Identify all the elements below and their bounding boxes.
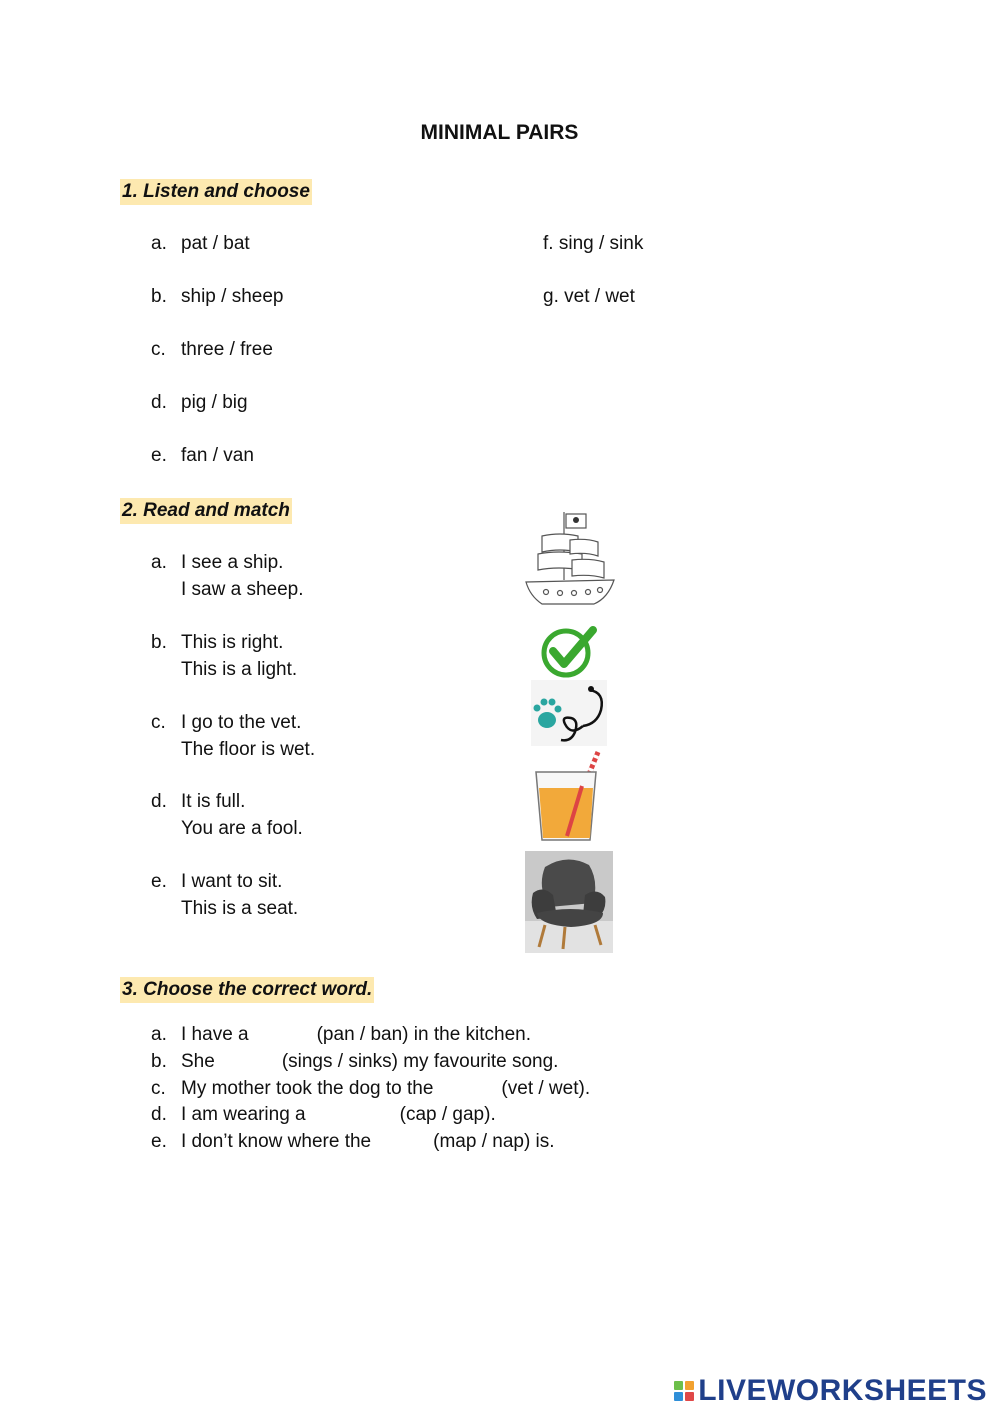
item-text: three / free [181,339,273,360]
item-label: a. [151,552,167,573]
item-label: c. [151,339,166,360]
section-3-heading: 3. Choose the correct word. [120,977,374,1003]
item-text: vet / wet [564,286,635,307]
item-text: sing / sink [558,233,644,254]
item-line-2: This is a light. [181,659,298,680]
item-label: b. [151,1051,167,1072]
item-line-2: I saw a sheep. [181,579,304,600]
juice-glass-icon[interactable] [534,750,604,844]
item-label: d. [151,392,167,413]
item-label: e. [151,445,167,466]
section-1-heading: 1. Listen and choose [120,179,312,205]
sentence-end: (sings / sinks) my favourite song. [281,1051,559,1072]
item-label: g. [543,286,559,307]
item-label: e. [151,871,167,892]
item-label: b. [151,286,167,307]
item-label: b. [151,632,167,653]
item-label: a. [151,1024,167,1045]
item-line-1: I want to sit. [181,871,283,892]
sentence-end: (map / nap) is. [433,1131,555,1152]
item-label: c. [151,712,166,733]
item-label: a. [151,233,167,254]
sentence-start: She [181,1051,215,1072]
item-text: pig / big [181,392,248,413]
logo-mark-icon [674,1381,694,1401]
section-2-heading: 2. Read and match [120,498,292,524]
page-title: MINIMAL PAIRS [420,121,579,144]
item-line-1: It is full. [181,791,246,812]
sentence-end: (cap / gap). [399,1104,496,1125]
list-item [543,231,643,257]
ship-icon[interactable] [522,508,618,610]
armchair-icon[interactable] [525,851,613,953]
sentence-start: My mother took the dog to the [181,1078,434,1099]
liveworksheets-logo[interactable] [674,1374,987,1408]
item-line-2: You are a fool. [181,818,303,839]
item-label: d. [151,1104,167,1125]
sentence-end: (vet / wet). [501,1078,591,1099]
item-line-1: This is right. [181,632,284,653]
item-text: pat / bat [181,233,250,254]
item-text: fan / van [181,445,254,466]
item-text: ship / sheep [181,286,284,307]
item-line-1: I go to the vet. [181,712,302,733]
sentence-start: I don’t know where the [181,1131,372,1152]
item-line-1: I see a ship. [181,552,284,573]
sentence-end: (pan / ban) in the kitchen. [316,1024,532,1045]
vet-icon[interactable] [531,680,607,746]
item-line-2: This is a seat. [181,898,299,919]
list-item [543,284,635,310]
check-icon[interactable] [539,624,597,678]
sentence-start: I have a [181,1024,249,1045]
sentence-start: I am wearing a [181,1104,306,1125]
logo-text: LIVEWORKSHEETS [698,1374,987,1407]
item-label: f. [543,233,554,254]
item-label: e. [151,1131,167,1152]
item-label: c. [151,1078,166,1099]
item-line-2: The floor is wet. [181,739,316,760]
item-label: d. [151,791,167,812]
